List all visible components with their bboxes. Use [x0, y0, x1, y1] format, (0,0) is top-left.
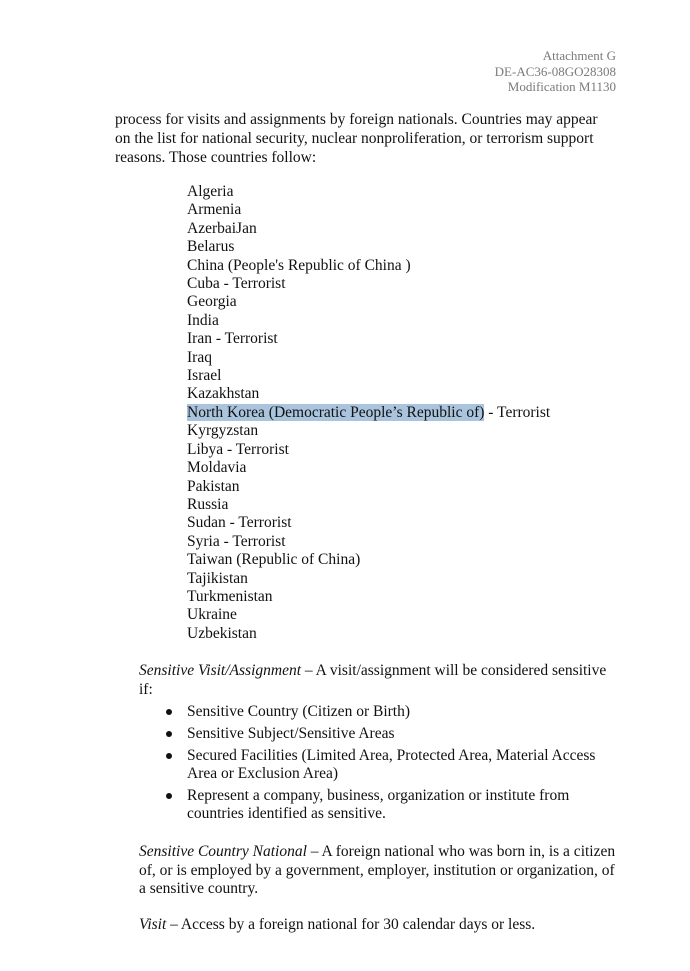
country-item: Syria - Terrorist — [187, 532, 286, 550]
country-item: China (People's Republic of China ) — [187, 256, 411, 274]
document-header — [495, 48, 616, 95]
intro-paragraph: process for visits and assignments by foreign nationals. Countries may appear on the list for national security, nuclear nonproliferation, or terrorism support reasons. Those countries follow: — [115, 111, 598, 166]
bullet-icon — [166, 731, 172, 737]
country-item: Taiwan (Republic of China) — [187, 551, 361, 569]
bullet-item — [163, 747, 623, 784]
country-item: Sudan - Terrorist — [187, 514, 292, 532]
country-item: Tajikistan — [187, 569, 248, 587]
country-item: Iraq — [187, 348, 212, 366]
definition-text: – A foreign national who was born in, is a citizen of, or is employed by a government, employer, institution or organization, of a sensitive country. — [139, 843, 616, 897]
country-item: Russia — [187, 495, 229, 513]
bullet-item — [163, 787, 623, 824]
bullet-icon — [166, 753, 172, 759]
country-item: Algeria — [187, 183, 234, 200]
header-contract-number: DE-AC36-08GO28308 — [494, 63, 616, 79]
country-item: Georgia — [187, 293, 237, 311]
definition-term: Sensitive Visit/Assignment — [139, 662, 302, 679]
visit-definition — [139, 916, 619, 935]
definition-text: – A visit/assignment will be considered sensitive if: — [139, 662, 607, 698]
bullet-text: Sensitive Subject/Sensitive Areas — [187, 724, 395, 742]
country-item: Uzbekistan — [187, 624, 257, 642]
country-item: Moldavia — [187, 459, 247, 477]
country-item: Libya - Terrorist — [187, 440, 289, 458]
selected-text-highlight[interactable]: North Korea (Democratic People’s Republic of) — [187, 403, 485, 421]
bullet-text: Represent a company, business, organization or institute from countries identified as sensitive. — [187, 786, 570, 822]
sensitive-country-national-definition — [139, 843, 619, 899]
country-item: Iran - Terrorist — [187, 330, 278, 348]
bullet-item — [163, 725, 623, 743]
definition-text: – Access by a foreign national for 30 calendar days or less. — [166, 916, 536, 933]
bullet-item — [163, 703, 623, 721]
bullet-text: Sensitive Country (Citizen or Birth) — [187, 703, 411, 720]
country-item: Pakistan — [187, 477, 240, 495]
sensitive-criteria-list — [163, 703, 623, 827]
header-attachment: Attachment G — [542, 48, 616, 63]
header-modification: Modification M1130 — [507, 79, 616, 94]
country-item: Armenia — [187, 201, 242, 219]
country-item: Turkmenistan — [187, 587, 273, 605]
sensitive-visit-definition — [139, 662, 619, 699]
definition-term: Sensitive Country National — [139, 843, 307, 860]
country-item: Cuba - Terrorist — [187, 275, 286, 293]
country-item: Belarus — [187, 238, 235, 256]
country-item: AzerbaiJan — [187, 219, 257, 237]
country-item: Ukraine — [187, 606, 237, 624]
country-list — [187, 183, 550, 643]
definition-term: Visit — [139, 916, 167, 933]
bullet-icon — [166, 709, 172, 715]
country-item-north-korea[interactable] — [187, 404, 550, 422]
bullet-text: Secured Facilities (Limited Area, Protected Area, Material Access Area or Exclusion Area) — [187, 746, 596, 782]
country-item: Kazakhstan — [187, 385, 260, 403]
country-item: Kyrgyzstan — [187, 422, 259, 440]
bullet-icon — [166, 793, 172, 799]
country-item: Israel — [187, 367, 222, 385]
country-suffix: - Terrorist — [484, 403, 551, 421]
country-item: India — [187, 311, 219, 329]
